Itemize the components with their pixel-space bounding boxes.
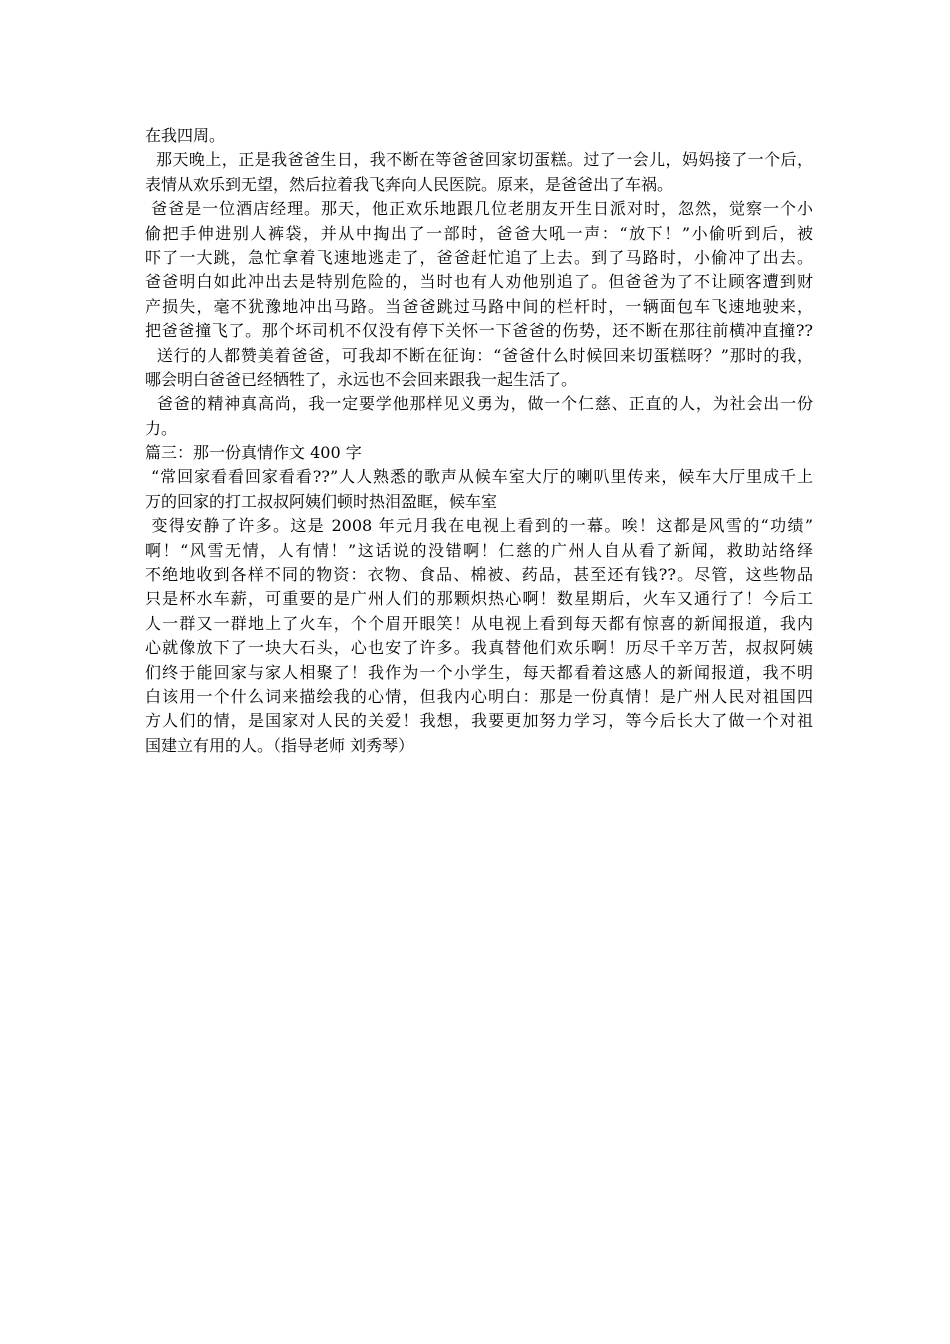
text-line: 万的回家的打工叔叔阿姨们顿时热泪盈眶，候车室 [145, 491, 498, 511]
text-line: 哪会明白爸爸已经牺牲了，永远也不会回来跟我一起生活了。 [145, 369, 578, 389]
text-line: “常回家看看回家看看??”人人熟悉的歌声从候车室大厅的喇叭里传来，候车大厅里成千上 [145, 467, 813, 487]
text-line: 啊！“风雪无情，人有情！”这话说的没错啊！仁慈的广州人自从看了新闻，救助站络绎 [145, 540, 813, 560]
text-line: 只是杯水车薪，可重要的是广州人们的那颗炽热心啊！数星期后，火车又通行了！今后工 [145, 589, 813, 609]
text-line: 们终于能回家与家人相聚了！我作为一个小学生，每天都看着这感人的新闻报道，我不明 [145, 662, 813, 682]
text-line: 那天晚上，正是我爸爸生日，我不断在等爸爸回家切蛋糕。过了一会儿，妈妈接了一个后， [145, 150, 813, 170]
text-line: 吓了一大跳，急忙拿着飞速地逃走了，爸爸赶忙追了上去。到了马路时，小偷冲了出去。 [145, 247, 813, 267]
text-line: 把爸爸撞飞了。那个坏司机不仅没有停下关怀一下爸爸的伤势，还不断在那往前横冲直撞?? [145, 321, 813, 341]
text-line: 人一群又一群地上了火车，个个眉开眼笑！从电视上看到每天都有惊喜的新闻报道，我内 [145, 613, 813, 633]
section-heading: 篇三：那一份真情作文 400 字 [145, 443, 362, 463]
text-line: 爸爸明白如此冲出去是特别危险的，当时也有人劝他别追了。但爸爸为了不让顾客遭到财 [145, 272, 813, 292]
text-line: 在我四周。 [145, 126, 226, 145]
text-line: 白该用一个什么词来描绘我的心情，但我内心明白：那是一份真情！是广州人民对祖国四 [145, 686, 813, 706]
text-line: 表情从欢乐到无望，然后拉着我飞奔向人民医院。原来，是爸爸出了车祸。 [145, 174, 674, 194]
text-line: 心就像放下了一块大石头，心也安了许多。我真替他们欢乐啊！历尽千辛万苦，叔叔阿姨 [145, 638, 813, 658]
text-line: 方人们的情，是国家对人民的关爱！我想，我要更加努力学习，等今后长大了做一个对祖 [145, 711, 813, 731]
text-line: 产损失，毫不犹豫地冲出马路。当爸爸跳过马路中间的栏杆时，一辆面包车飞速地驶来， [145, 296, 813, 316]
text-line: 偷把手伸进别人裤袋，并从中掏出了一部时，爸爸大吼一声：“放下！”小偷听到后，被 [145, 223, 813, 243]
text-line: 爸爸是一位酒店经理。那天，他正欢乐地跟几位老朋友开生日派对时，忽然，觉察一个小 [145, 199, 813, 219]
text-line: 爸爸的精神真高尚，我一定要学他那样见义勇为，做一个仁慈、正直的人，为社会出一份 [145, 394, 813, 414]
document-body [145, 124, 813, 758]
text-line: 国建立有用的人。（指导老师 刘秀琴） [145, 735, 415, 755]
text-line: 变得安静了许多。这是 2008 年元月我在电视上看到的一幕。唉！这都是风雪的“功绩” [145, 516, 813, 536]
text-line: 不绝地收到各样不同的物资：衣物、食品、棉被、药品，甚至还有钱??。尽管，这些物品 [145, 565, 813, 585]
text-line: 力。 [145, 418, 178, 438]
text-line: 送行的人都赞美着爸爸，可我却不断在征询：“爸爸什么时候回来切蛋糕呀？”那时的我， [145, 345, 813, 365]
